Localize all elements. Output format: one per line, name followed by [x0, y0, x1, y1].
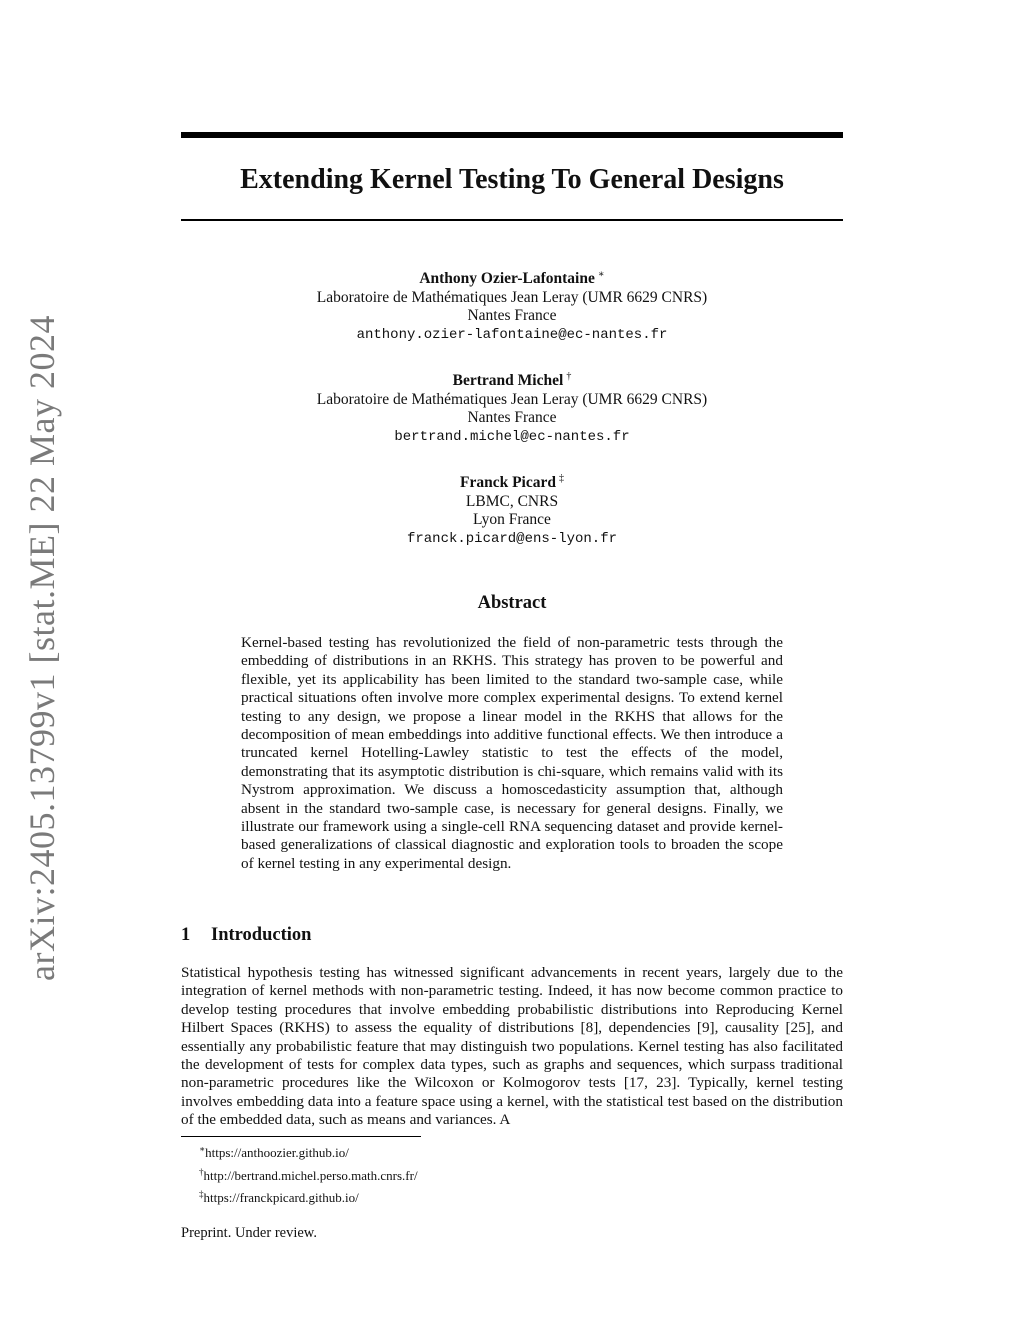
footnote-mark: † — [199, 1166, 204, 1177]
author-affiliation: Laboratoire de Mathématiques Jean Leray (UMR 6629 CNRS) — [316, 288, 708, 306]
title-top-rule — [181, 132, 843, 138]
author-name: Anthony Ozier-Lafontaine — [419, 270, 595, 287]
author-location: Lyon France — [473, 511, 551, 528]
author-footnote-mark: ∗ — [597, 269, 605, 280]
arxiv-identifier-stamp: arXiv:2405.13799v1 [stat.ME] 22 May 2024 — [22, 315, 62, 981]
abstract-text: Kernel-based testing has revolutionized the field of non-parametric tests through the embedding of distributions in an RKHS. This strategy has proven to be powerful and flexible, yet its applicability has been limited to the standard two-sample case, while practical situations often involve more complex experimental designs. To extend kernel testing to any design, we propose a linear model in the RKHS that allows for the decomposition of mean embeddings into additive functional effects. We then introduce a truncated kernel Hotelling-Lawley statistic to test the effects of the model, demonstrating that its asymptotic distribution is chi-square, which remains valid with its Nystrom approximation. We discuss a homoscedasticity assumption that, although absent in the standard two-sample case, is necessary for general designs. Finally, we illustrate our framework using a single-cell RNA sequencing dataset and provide kernel-based generalizations of classical diagnostic and exploration tools to broaden the scope of kernel testing in any experimental design. — [241, 634, 783, 872]
author-block-2 — [181, 368, 843, 446]
author-footnote-mark: † — [566, 371, 572, 382]
author-block-1 — [181, 266, 843, 344]
footnote-mark: ∗ — [199, 1144, 206, 1154]
section-heading — [181, 924, 311, 946]
abstract-heading: Abstract — [477, 593, 547, 613]
footnote-mark: ‡ — [199, 1189, 204, 1199]
paper-title: Extending Kernel Testing To General Designs — [240, 164, 784, 195]
author-affiliation: LBMC, CNRS — [465, 492, 559, 510]
author-email: bertrand.michel@ec-nantes.fr — [394, 428, 630, 445]
author-block-3 — [181, 470, 843, 548]
footnotes — [199, 1140, 418, 1208]
footnote-rule — [181, 1136, 421, 1137]
preprint-footer: Preprint. Under review. — [181, 1225, 317, 1241]
footnote-link[interactable]: https://franckpicard.github.io/ — [203, 1190, 359, 1205]
footnote-item — [199, 1185, 418, 1208]
title-bottom-rule — [181, 219, 843, 221]
section-title: Introduction — [211, 925, 312, 945]
footnote-link[interactable]: https://anthoozier.github.io/ — [205, 1145, 349, 1160]
author-footnote-mark: ‡ — [559, 473, 564, 484]
author-name: Bertrand Michel — [452, 372, 564, 389]
footnote-item — [199, 1163, 418, 1186]
section-number: 1 — [181, 925, 191, 945]
introduction-text: Statistical hypothesis testing has witnessed significant advancements in recent years, largely due to the integration of kernel methods with non-parametric testing. Indeed, it has now become common practice to develop testing procedures that involve embedding probabilistic distributions into Reproducing Kernel Hilbert Spaces (RKHS) to assess the equality of distributions [8], dependencies [9], causality [25], and essentially any probabilistic feature that may distinguish two populations. Kernel testing has also facilitated the development of tests for complex data types, such as graphs and sequences, which surpass traditional non-parametric procedures like the Wilcoxon or Kolmogorov tests [17, 23]. Typically, kernel testing involves embedding data into a feature space using a kernel, with the statistical test based on the distribution of the embedded data, such as means and variances. A — [181, 964, 843, 1129]
footnote-item — [199, 1140, 418, 1163]
author-location: Nantes France — [467, 409, 557, 426]
footnote-link[interactable]: http://bertrand.michel.perso.math.cnrs.fr/ — [203, 1167, 418, 1183]
author-email: anthony.ozier-lafontaine@ec-nantes.fr — [356, 326, 668, 343]
author-affiliation: Laboratoire de Mathématiques Jean Leray (UMR 6629 CNRS) — [316, 390, 708, 408]
author-location: Nantes France — [467, 307, 557, 324]
author-email: franck.picard@ens-lyon.fr — [406, 530, 618, 547]
author-name: Franck Picard — [460, 474, 556, 491]
